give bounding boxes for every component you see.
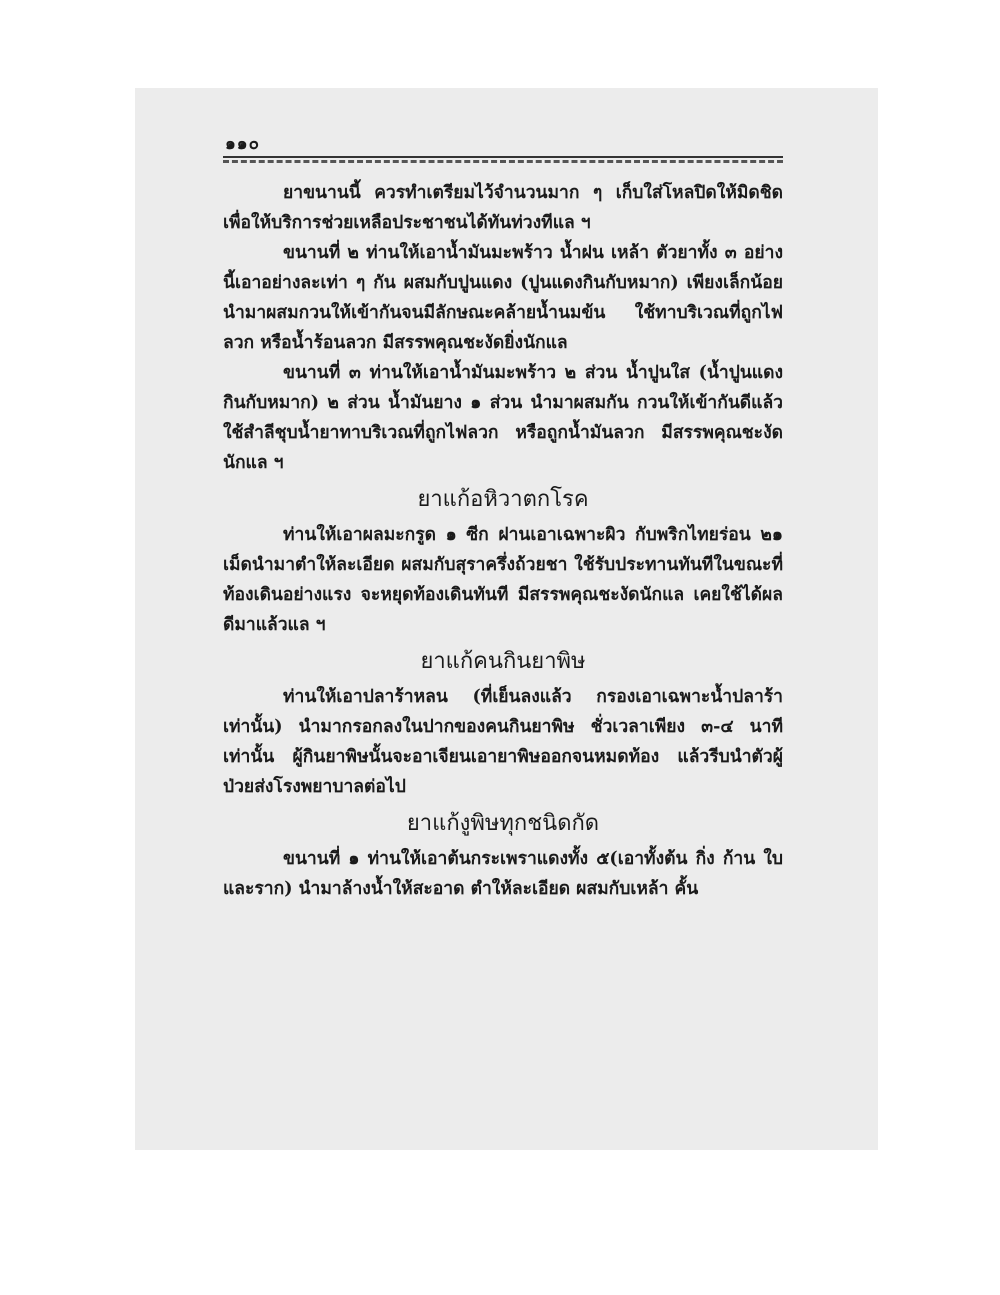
page-body [223,178,783,904]
paragraph-4: ท่านให้เอาผลมะกรูด ๑ ซีก ฝานเอาเฉพาะผิว กับพริกไทยร่อน ๒๑ เม็ดนำมาตำให้ละเอียด ผสมกับสุราครึ่งถ้วยชา ใช้รับประทานทันทีในขณะที่ท้องเดินอย่างแรง จะหยุดท้องเดินทันที มีสรรพคุณชะงัดนักแล เคยใช้ได้ผลดีมาแล้วแล ฯ [223,525,783,635]
section-heading-poison: ยาแก้คนกินยาพิษ [420,649,586,674]
remedy-number: ขนานที่ ๒ [283,243,359,263]
paragraph-2 [223,238,783,358]
paragraph-6-text: ท่านให้เอาต้นกระเพราแดงทั้ง ๕(เอาทั้งต้น กิ่ง ก้าน ใบ และราก) นำมาล้างน้ำให้สะอาด ตำให้ละเอียด ผสมกับเหล้า คั้น [223,849,783,899]
paragraph-5: ท่านให้เอาปลาร้าหลน (ที่เย็นลงแล้ว กรองเอาเฉพาะน้ำปลาร้าเท่านั้น) นำมากรอกลงในปากของคนกินยาพิษ ชั่วเวลาเพียง ๓-๔ นาทีเท่านั้น ผู้กินยาพิษนั้นจะอาเจียนเอายาพิษออกจนหมดท้อง แล้วรีบนำตัวผู้ป่วยส่งโรงพยาบาลต่อไป [223,687,783,797]
paragraph-1: ยาขนานนี้ ควรทำเตรียมไว้จำนวนมาก ๆ เก็บใส่โหลปิดให้มิดชิด เพื่อให้บริการช่วยเหลือประชาชนได้ทันท่วงทีแล ฯ [223,183,783,233]
page-number: ๑๑๐ [225,134,260,154]
remedy-number: ขนานที่ ๑ [283,849,360,869]
paragraph-6 [223,844,783,904]
section-heading-snakebite: ยาแก้งูพิษทุกชนิดกัด [406,811,600,836]
section-heading-cholera: ยาแก้อหิวาตกโรค [417,487,589,512]
paragraph-3-text: ท่านให้เอาน้ำมันมะพร้าว ๒ ส่วน น้ำปูนใส (น้ำปูนแดงกินกับหมาก) ๒ ส่วน น้ำมันยาง ๑ ส่วน นำมาผสมกัน กวนให้เข้ากันดีแล้ว ใช้สำลีชุบน้ำยาทาบริเวณที่ถูกไฟลวก หรือถูกน้ำมันลวก มีสรรพคุณชะงัดนักแล ฯ [223,363,783,473]
book-page [135,88,878,1150]
header-rule [223,156,783,166]
remedy-number: ขนานที่ ๓ [283,363,361,383]
paragraph-3 [223,358,783,478]
paragraph-2-text: ท่านให้เอาน้ำมันมะพร้าว น้ำฝน เหล้า ตัวยาทั้ง ๓ อย่างนี้เอาอย่างละเท่า ๆ กัน ผสมกับปูนแดง (ปูนแดงกินกับหมาก) เพียงเล็กน้อย นำมาผสมกวนให้เข้ากันจนมีลักษณะคล้ายน้ำนมข้น ใช้ทาบริเวณที่ถูกไฟลวก หรือน้ำร้อนลวก มีสรรพคุณชะงัดยิ่งนักแล [223,243,783,353]
